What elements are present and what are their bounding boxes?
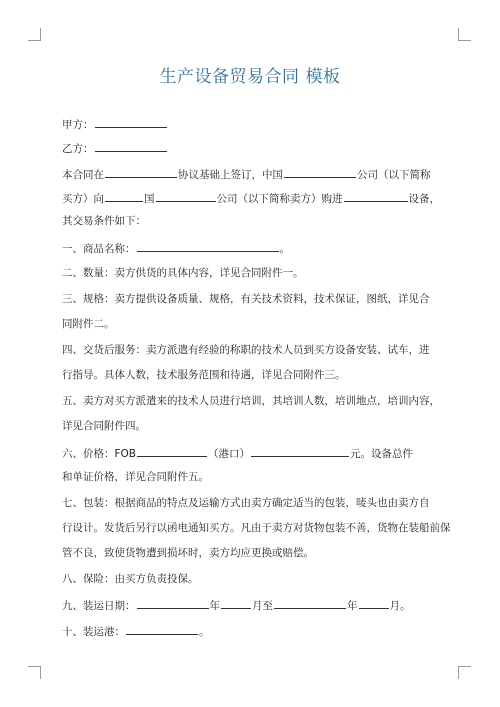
clause-text: 六、价格：FOB <box>62 448 137 460</box>
intro-line-1 <box>62 166 442 182</box>
clause-text: 年 <box>347 600 358 612</box>
intro-text: 其交易条件如下： <box>62 215 146 227</box>
clause-5-line-2: 详见合同附件四。 <box>62 420 146 432</box>
equipment-blank[interactable] <box>344 190 408 202</box>
intro-text: 设备， <box>408 193 440 205</box>
intro-text: 买方）向 <box>62 193 104 205</box>
clause-6-line-2: 和单证价格，详见合同附件五。 <box>62 471 209 483</box>
country-blank[interactable] <box>105 190 143 202</box>
intro-text: 本合同在 <box>62 169 104 181</box>
clause-3-line-2: 同附件二。 <box>62 318 115 330</box>
crop-mark-bottom-right <box>458 666 471 679</box>
clause-9 <box>62 597 442 613</box>
end-month-blank[interactable] <box>359 597 389 609</box>
clause-text: 三、规格：卖方提供设备质量、规格，有关技术资料，技术保证，图纸，详见合 <box>62 293 430 305</box>
intro-text: 公司（以下简称 <box>357 169 431 181</box>
product-name-blank[interactable] <box>137 240 279 252</box>
loading-port-blank[interactable] <box>126 623 198 635</box>
intro-line-3 <box>62 214 442 228</box>
party-b-line <box>62 140 442 156</box>
party-b-label: 乙方： <box>62 143 94 155</box>
start-year-blank[interactable] <box>137 597 209 609</box>
clause-3-line-1 <box>62 292 442 306</box>
clause-text: 月至 <box>252 600 273 612</box>
port-blank[interactable] <box>251 445 349 457</box>
clause-7-line-2: 行设计。发货后另行以函电通知买方。凡由于卖方对货物包装不善，货物在装船前保 <box>62 522 451 534</box>
party-a-blank[interactable] <box>95 116 167 128</box>
intro-line-2 <box>62 190 442 206</box>
clause-text: 月。 <box>389 600 411 612</box>
clause-text: 。 <box>199 626 210 638</box>
clause-text: 元。设备总件 <box>350 448 414 460</box>
party-a-line <box>62 116 442 132</box>
end-year-blank[interactable] <box>274 597 346 609</box>
intro-text: 协议基础上签订，中国 <box>178 169 283 181</box>
clause-2: 二、数量：卖方供货的具体内容，详见合同附件一。 <box>62 267 304 279</box>
start-month-blank[interactable] <box>221 597 251 609</box>
agreement-blank[interactable] <box>105 166 177 178</box>
clause-7-line-3: 管不良，致使货物遭到损坏时，卖方均应更换或赔偿。 <box>62 547 314 559</box>
clause-text: 。 <box>279 243 290 255</box>
clause-text: 九、装运日期： <box>62 600 136 612</box>
clause-text: 一、商品名称： <box>62 243 136 255</box>
buyer-company-blank[interactable] <box>284 166 356 178</box>
clause-7-line-1: 七、包装：根据商品的特点及运输方式由卖方确定适当的包装，唛头也由卖方自 <box>62 497 430 509</box>
clause-4-line-2: 行指导。具体人数，技术服务范围和待遇，详见合同附件三。 <box>62 369 346 381</box>
party-b-blank[interactable] <box>95 140 167 152</box>
crop-mark-top-left <box>28 28 41 41</box>
clause-10 <box>62 623 442 639</box>
clause-text: （港口） <box>208 448 251 460</box>
crop-mark-bottom-left <box>28 666 41 679</box>
clause-5-line-1: 五、卖方对买方派遣来的技术人员进行培训，其培训人数，培训地点，培训内容， <box>62 395 440 407</box>
clause-8: 八、保险：由买方负责投保。 <box>62 573 199 585</box>
clause-1 <box>62 240 442 256</box>
clause-6-line-1 <box>62 445 442 461</box>
intro-text: 公司（以下简称卖方）购进 <box>216 193 343 205</box>
document-title: 生产设备贸易合同 模板 <box>159 67 341 87</box>
fob-price-blank[interactable] <box>137 445 207 457</box>
clause-4-line-1: 四、交货后服务：卖方派遣有经验的称职的技术人员到买方设备安装、试车，进 <box>62 344 430 356</box>
crop-mark-top-right <box>458 28 471 41</box>
clause-text: 年 <box>209 600 220 612</box>
intro-text: 国 <box>144 193 155 205</box>
clause-text: 十、装运港： <box>62 626 125 638</box>
party-a-label: 甲方： <box>62 119 94 131</box>
seller-company-blank[interactable] <box>156 190 216 202</box>
